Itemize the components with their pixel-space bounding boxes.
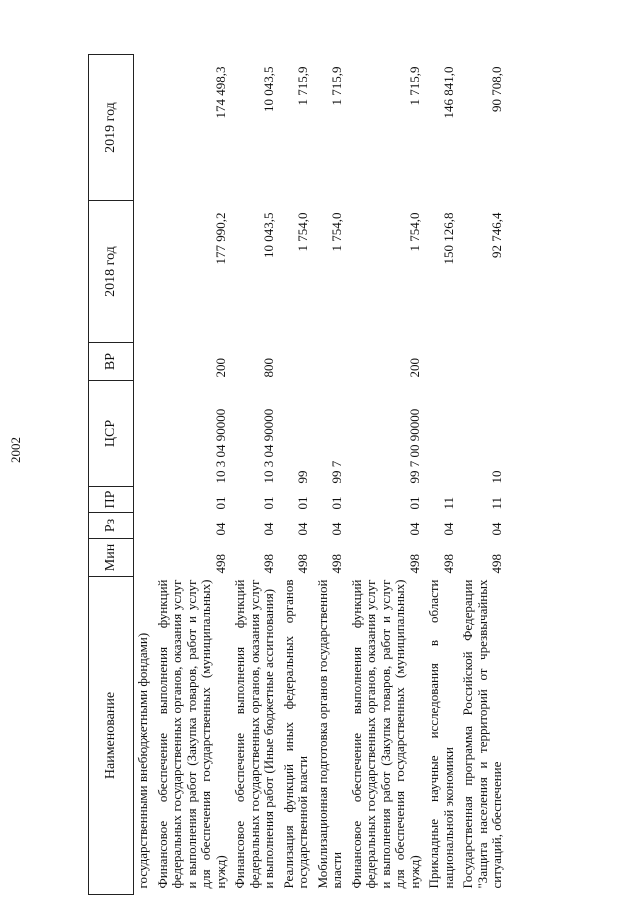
row-name: Финансовое обеспечение выполнения функций федеральных государственных органов, оказания услуг и выполнения работ (Закупка товаров, работ и услуг для обеспечения государственных (муниципальных) нужд)	[348, 579, 422, 889]
row-csr	[425, 381, 459, 487]
row-name: Финансовое обеспечение выполнения функций федеральных государственных органов, оказания услуг и выполнения работ (Иные бюджетные ассигнования)	[232, 579, 276, 889]
row-2019: 1 715,9	[406, 66, 422, 106]
row-vr	[459, 343, 508, 381]
row-min: 498	[212, 554, 228, 574]
row-csr: 10	[489, 470, 504, 484]
row-min: 498	[489, 554, 504, 574]
header-min: Мин	[89, 539, 134, 577]
row-min: 498	[406, 554, 422, 574]
table-row	[154, 55, 232, 895]
row-name: Мобилизационная подготовка органов государственной власти	[314, 579, 344, 889]
header-rz: Рз	[89, 513, 134, 539]
row-2018: 150 126,8	[440, 212, 456, 265]
header-2018: 2018 год	[89, 201, 134, 343]
row-2019: 90 708,0	[489, 66, 504, 112]
table-row	[231, 55, 280, 895]
row-vr	[425, 343, 459, 381]
row-2019: 10 043,5	[261, 66, 276, 112]
row-rz: 04	[261, 522, 276, 536]
table-row	[314, 55, 348, 895]
row-2018: 92 746,4	[489, 212, 504, 258]
header-csr: ЦСР	[89, 381, 134, 487]
row-vr	[134, 343, 154, 381]
row-csr: 99 7 00 90000	[406, 408, 422, 484]
row-pr: 01	[295, 496, 310, 510]
row-csr	[134, 381, 154, 487]
header-name: Наименование	[89, 577, 134, 895]
row-rz: 04	[406, 522, 422, 536]
row-name: Финансовое обеспечение выполнения функций федеральных государственных органов, оказания услуг и выполнения работ (Закупка товаров, работ и услуг для обеспечения государственных (муниципальных) нужд)	[154, 579, 228, 889]
row-csr: 10 3 04 90000	[212, 408, 228, 484]
row-pr	[134, 487, 154, 513]
row-vr: 800	[261, 358, 276, 378]
row-2018: 177 990,2	[212, 212, 228, 265]
row-csr: 99	[295, 470, 310, 484]
page-number	[6, 428, 26, 472]
row-min: 498	[440, 554, 456, 574]
header-pr: ПР	[89, 487, 134, 513]
row-min: 498	[329, 554, 344, 574]
row-2018	[134, 201, 154, 343]
row-2018: 10 043,5	[261, 212, 276, 258]
table-row	[348, 55, 426, 895]
row-2018: 1 754,0	[329, 212, 344, 252]
table-row	[459, 55, 508, 895]
row-vr: 200	[212, 358, 228, 378]
row-name: Прикладные научные исследования в области национальной экономики	[426, 579, 456, 889]
row-pr: 11	[440, 496, 456, 510]
row-pr: 01	[406, 496, 422, 510]
header-2019: 2019 год	[89, 55, 134, 201]
row-2019: 1 715,9	[329, 66, 344, 106]
row-rz: 04	[212, 522, 228, 536]
row-pr: 01	[212, 496, 228, 510]
row-pr: 01	[261, 496, 276, 510]
row-2018: 1 754,0	[406, 212, 422, 252]
row-rz: 04	[440, 522, 456, 536]
row-2019: 146 841,0	[440, 66, 456, 119]
row-2019: 174 498,3	[212, 66, 228, 119]
page-number-text: 2002	[8, 437, 23, 463]
table-row	[280, 55, 314, 895]
row-vr	[280, 343, 314, 381]
row-pr: 11	[489, 496, 504, 510]
row-2018: 1 754,0	[295, 212, 310, 252]
row-pr: 01	[329, 496, 344, 510]
header-vr: ВР	[89, 343, 134, 381]
row-min: 498	[261, 554, 276, 574]
budget-table	[88, 54, 508, 895]
budget-table-rotated	[88, 55, 628, 895]
table-row	[134, 55, 154, 895]
row-csr: 10 3 04 90000	[261, 408, 276, 484]
row-name: Государственная программа Российской Федерации "Защита населения и территорий от чрезвычайных ситуаций, обеспечение	[460, 579, 504, 889]
row-rz: 04	[295, 522, 310, 536]
row-2019	[134, 55, 154, 201]
row-vr: 200	[406, 358, 422, 378]
row-rz: 04	[329, 522, 344, 536]
row-name: Реализация функций иных федеральных органов государственной власти	[280, 579, 310, 889]
row-vr	[314, 343, 348, 381]
row-min: 498	[295, 554, 310, 574]
row-rz: 04	[489, 522, 504, 536]
row-csr: 99 7	[329, 460, 344, 484]
row-min	[134, 539, 154, 577]
table-row	[425, 55, 459, 895]
row-2019: 1 715,9	[295, 66, 310, 106]
table-header-row	[89, 55, 134, 895]
row-rz	[134, 513, 154, 539]
row-name: государственными внебюджетными фондами)	[135, 632, 150, 889]
